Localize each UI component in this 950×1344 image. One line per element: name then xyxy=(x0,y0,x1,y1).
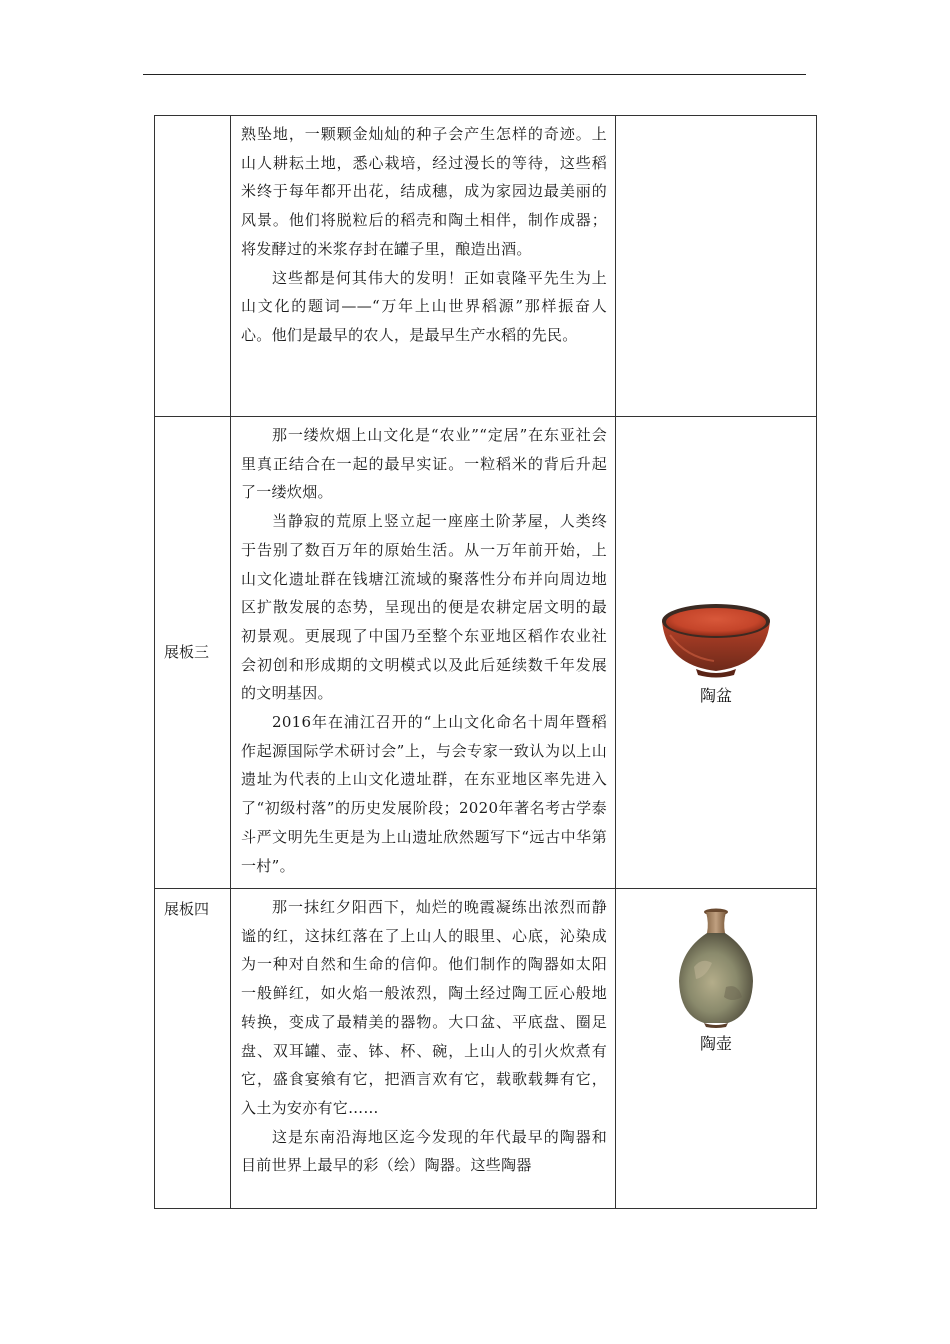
panel-label: 展板三 xyxy=(164,643,210,661)
panel-label-cell xyxy=(155,417,231,889)
panel-label-cell xyxy=(155,116,231,417)
pottery-bowl-image xyxy=(656,599,776,681)
panel-label: 展板四 xyxy=(164,900,210,918)
exhibit-table xyxy=(154,115,817,1209)
paragraph: 熟坠地，一颗颗金灿灿的种子会产生怎样的奇迹。上山人耕耘土地，悉心栽培，经过漫长的等待，这些稻米终于每年都开出花，结成穗，成为家园边最美丽的风景。他们将脱粒后的稻壳和陶土相伴，制作成器；将发酵过的米浆存封在罐子里，酿造出酒。 xyxy=(241,125,607,258)
paragraph: 2016年在浦江召开的“上山文化命名十周年暨稻作起源国际学术研讨会”上，与会专家一致认为以上山遗址为代表的上山文化遗址群，在东亚地区率先进入了“初级村落”的历史发展阶段；2020年著名考古学泰斗严文明先生更是为上山遗址欣然题写下“远古中华第一村”。 xyxy=(241,713,607,875)
paragraph: 这些都是何其伟大的发明！正如袁隆平先生为上山文化的题词——“万年上山世界稻源”那样振奋人心。他们是最早的农人，是最早生产水稻的先民。 xyxy=(241,268,607,344)
panel-image-cell xyxy=(616,889,817,1209)
panel-text-cell xyxy=(231,889,616,1209)
artifact-figure xyxy=(616,907,816,1054)
panel-image-cell xyxy=(616,417,817,889)
panel-text-cell xyxy=(231,116,616,417)
artifact-caption: 陶壶 xyxy=(699,1036,732,1053)
paragraph: 那一抹红夕阳西下，灿烂的晚霞凝练出浓烈而静谧的红，这抹红落在了上山人的眼里、心底，沁染成为一种对自然和生命的信仰。他们制作的陶器如太阳一般鲜红，如火焰一般浓烈，陶土经过陶工匠心般地转换，变成了最精美的器物。大口盆、平底盘、圈足盘、双耳罐、壶、钵、杯、碗，上山人的引火炊煮有它，盛食宴飨有它，把酒言欢有它，载歌载舞有它，入土为安亦有它…… xyxy=(241,898,607,1117)
paragraph: 当静寂的荒原上竖立起一座座土阶茅屋，人类终于告别了数百万年的原始生活。从一万年前开始，上山文化遗址群在钱塘江流域的聚落性分布并向周边地区扩散发展的态势，呈现出的便是农耕定居文明的最初景观。更展现了中国乃至整个东亚地区稻作农业社会初创和形成期的文明模式以及此后延续数千年发展的文明基因。 xyxy=(241,512,607,703)
paragraph: 那一缕炊烟上山文化是“农业”“定居”在东亚社会里真正结合在一起的最早实证。一粒稻米的背后升起了一缕炊烟。 xyxy=(241,426,607,502)
header-rule xyxy=(143,74,806,75)
pottery-vase-image xyxy=(676,907,756,1029)
table-row xyxy=(155,116,817,417)
table-row xyxy=(155,889,817,1209)
artifact-caption: 陶盆 xyxy=(699,688,732,705)
artifact-figure xyxy=(616,599,816,706)
table-row xyxy=(155,417,817,889)
panel-image-cell xyxy=(616,116,817,417)
panel-label-cell xyxy=(155,889,231,1209)
panel-text-cell xyxy=(231,417,616,889)
paragraph: 这是东南沿海地区迄今发现的年代最早的陶器和目前世界上最早的彩（绘）陶器。这些陶器 xyxy=(241,1127,607,1175)
